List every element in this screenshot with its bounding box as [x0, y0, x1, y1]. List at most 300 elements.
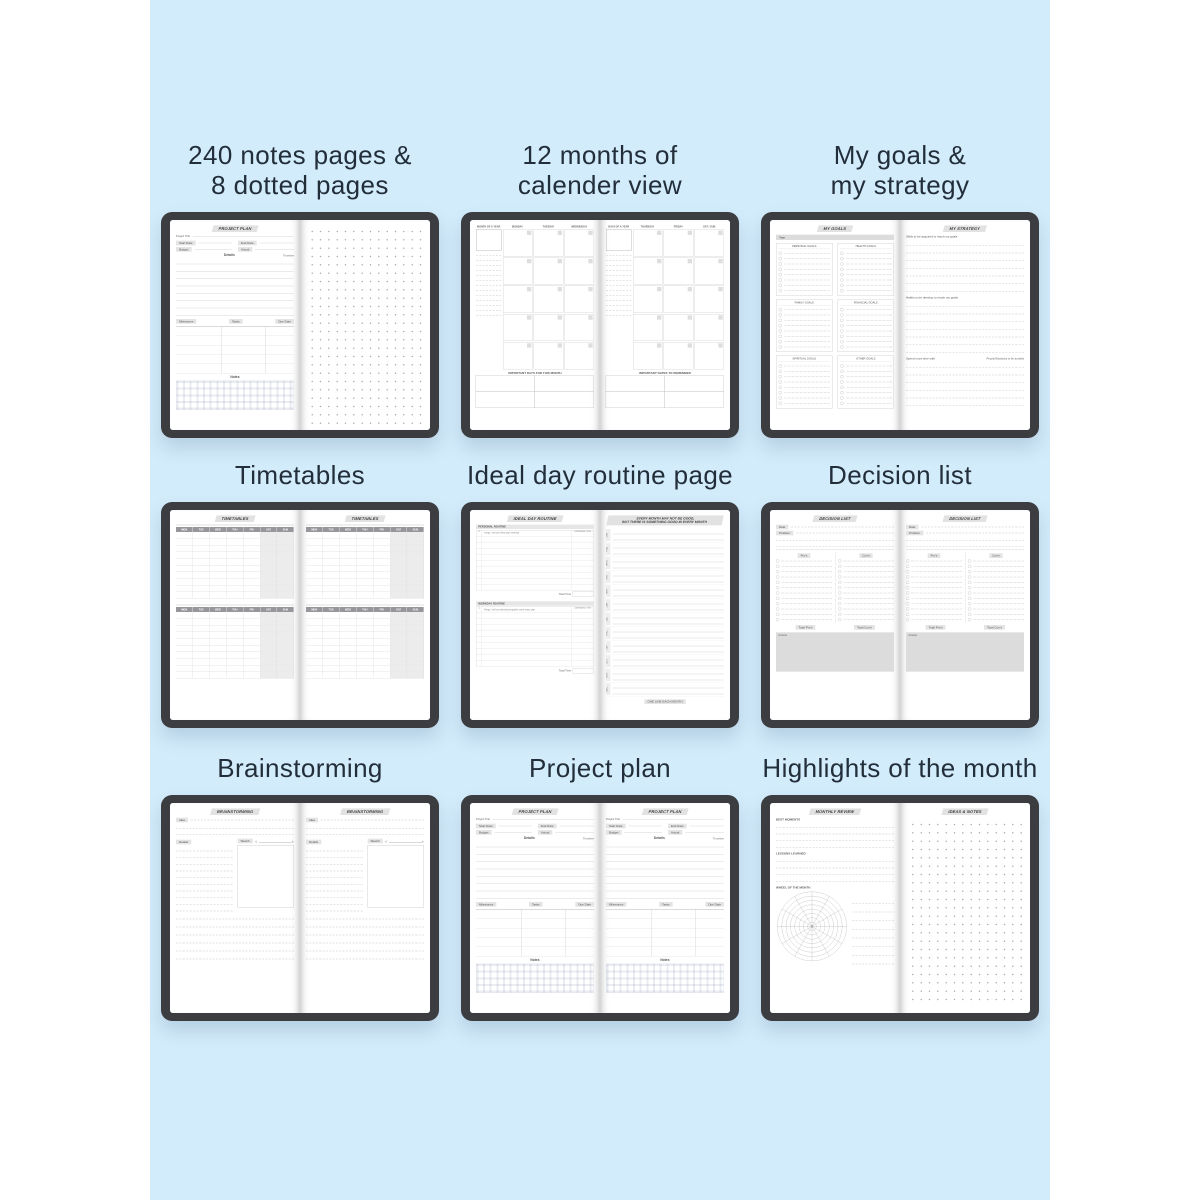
timetable-cell: [243, 625, 260, 631]
ruled-line: [906, 546, 1024, 547]
timetable-cell: [340, 639, 357, 645]
timetable-cell: [390, 652, 407, 658]
checkbox-circle: [779, 313, 782, 316]
dotted-line: [784, 376, 829, 377]
timetable-cell: [407, 532, 424, 538]
timetable-cell: [357, 552, 374, 558]
timetable-row: [176, 565, 294, 572]
day-header: THU: [227, 527, 244, 532]
caption-line: 12 months of: [522, 140, 678, 170]
date-square: [688, 315, 692, 319]
timetable-cell: [340, 665, 357, 671]
line: [921, 527, 1024, 528]
date-square: [588, 343, 592, 347]
ruled-line: [176, 315, 294, 316]
timetable-cell: [176, 565, 193, 571]
date-square: [588, 259, 592, 263]
day-cell: [534, 258, 564, 285]
num-cell: [476, 560, 482, 566]
avoid-prompt: People/Situations to be avoided: [986, 356, 1024, 360]
day-header: THU: [227, 607, 244, 612]
timetable-cell: [407, 665, 424, 671]
goal-box: [776, 299, 832, 352]
timetable-cell: [390, 559, 407, 565]
collage-cell: [150, 728, 450, 1021]
goal-box: [837, 299, 893, 352]
date-square: [588, 231, 592, 235]
month-line: [613, 568, 724, 569]
center-divider: [835, 552, 836, 622]
month-line: [613, 652, 724, 653]
sketch-chip: Sketch: [367, 839, 382, 844]
timetable-cell: [407, 585, 424, 591]
columns-chips: [176, 319, 294, 324]
ruled-line: [176, 935, 294, 936]
field-chip: Budget: [476, 830, 492, 835]
timetable-cell: [210, 592, 227, 598]
caption-line: 8 dotted pages: [211, 170, 389, 200]
date-chip: Date: [776, 525, 788, 530]
ruled-line: [906, 291, 1024, 292]
dotted-line: [912, 603, 962, 604]
sketch-chip: Sketch: [237, 839, 252, 844]
timetable-cell: [373, 579, 390, 585]
time-cell: [571, 613, 593, 619]
checkbox-circle: [779, 252, 782, 255]
timetable-cell: [306, 532, 323, 538]
dotted-line: [784, 341, 829, 342]
date-grid: [176, 241, 294, 252]
checkbox-circle: [779, 268, 782, 271]
date-square: [688, 231, 692, 235]
date-square: [718, 287, 722, 291]
ruled-line: [776, 546, 894, 547]
page-title: [776, 515, 894, 522]
ruled-line: [906, 337, 1024, 338]
list-row: [906, 617, 962, 622]
month-line: [613, 638, 724, 639]
ruled-line: [176, 278, 294, 279]
date-square: [718, 259, 722, 263]
day-cell: [534, 314, 564, 341]
spend-time-prompt: Spend more time with: [905, 356, 936, 360]
ruled-line: [476, 854, 594, 855]
ruled-line: [906, 540, 1024, 541]
line: [559, 826, 594, 827]
date-square: [657, 259, 661, 263]
page-title-chip: TIMETABLES: [215, 515, 256, 522]
table-row: [606, 928, 724, 937]
cell-caption: [518, 142, 682, 200]
ruled-line: [176, 911, 232, 912]
page-content: [300, 510, 430, 720]
month-line: [613, 582, 724, 583]
cell-caption: [831, 142, 970, 200]
checkbox-circle: [968, 613, 971, 616]
checkbox-circle: [968, 570, 971, 573]
sketch-box: [237, 845, 293, 908]
timetable-cell: [176, 559, 193, 565]
line: [255, 249, 294, 250]
timetable-row: [176, 572, 294, 579]
ruled-line: [476, 861, 594, 862]
time-cell: [571, 637, 593, 643]
sidebar-line: [606, 285, 631, 286]
dotted-line: [974, 571, 1024, 572]
timetable-cell: [227, 565, 244, 571]
checkbox-circle: [779, 324, 782, 327]
sidebar-line: [606, 280, 631, 281]
day-header: SAT: [390, 607, 407, 612]
timetable-cell: [277, 592, 294, 598]
total-row: [476, 668, 594, 673]
line: [623, 819, 724, 820]
timetable-cell: [210, 659, 227, 665]
page-title-chip: BRAINSTORMING: [210, 808, 260, 815]
timetable-cell: [277, 652, 294, 658]
collage-cell: [750, 142, 1050, 435]
timetable-cell: [277, 645, 294, 651]
month-row: [606, 612, 724, 626]
ruled-line: [306, 877, 362, 878]
checkbox-circle: [906, 591, 909, 594]
ruled-line: [606, 891, 724, 892]
timetable-cell: [323, 559, 340, 565]
list-column: [838, 552, 894, 622]
timetable-cell: [260, 539, 277, 545]
timetable-row: [306, 565, 424, 572]
dotted-line: [846, 315, 891, 316]
field-row: [606, 830, 662, 835]
timetable-cell: [407, 552, 424, 558]
details-row: [176, 253, 294, 257]
month-lines: [613, 528, 724, 542]
date-square: [688, 259, 692, 263]
timetable-cell: [373, 545, 390, 551]
timetable-cell: [227, 579, 244, 585]
timetable-cell: [193, 545, 210, 551]
ruled-line: [906, 283, 1024, 284]
date-square: [657, 287, 661, 291]
timetable-cell: [243, 659, 260, 665]
sidebar-line: [476, 280, 501, 281]
ruled-line: [776, 881, 894, 882]
details-column: [176, 839, 232, 912]
collage-cell: [450, 435, 750, 728]
sidebar-line: [476, 265, 501, 266]
ruled-line: [476, 847, 594, 848]
timetable-cell: [306, 545, 323, 551]
timetable-row: [306, 625, 424, 632]
line: [555, 832, 594, 833]
line: [628, 826, 662, 827]
timetable-cell: [176, 639, 193, 645]
field-chip: Start Date: [176, 241, 196, 246]
notebook-page-right: [900, 510, 1030, 720]
timetable-cell: [260, 625, 277, 631]
dotted-line: [912, 577, 962, 578]
field-chip: Budget: [606, 830, 622, 835]
day-cell: [564, 286, 594, 313]
month-label: JUN: [606, 599, 610, 611]
day-cell: [503, 342, 533, 369]
checkbox-circle: [776, 591, 779, 594]
sidebar-line: [606, 295, 631, 296]
notebook-pages: [470, 510, 730, 720]
cell-caption: [529, 728, 671, 783]
timetable-cell: [373, 572, 390, 578]
column-chip: Due Date: [705, 902, 724, 907]
checkbox-circle: [840, 273, 843, 276]
timetable-cell: [373, 585, 390, 591]
cell-caption: [467, 435, 733, 490]
checkbox-circle: [906, 607, 909, 610]
timetable-cell: [210, 585, 227, 591]
checkbox-circle: [840, 364, 843, 367]
dotted-line: [846, 274, 891, 275]
num-cell: [476, 578, 482, 584]
notebook-pages: [470, 803, 730, 1013]
cell-caption: [235, 435, 365, 490]
caption-line: Timetables: [234, 460, 366, 490]
timetable-row: [306, 572, 424, 579]
total-cell: [776, 624, 835, 630]
num-cell: [476, 566, 482, 572]
time-cell: [571, 619, 593, 625]
ruled-line: [306, 927, 424, 928]
ruled-line: [306, 897, 362, 898]
dotted-line: [846, 269, 891, 270]
field-row: [476, 830, 532, 835]
date-chip: Date: [906, 525, 918, 530]
checkbox-circle: [840, 313, 843, 316]
timetable-cell: [390, 565, 407, 571]
goal-box-title: PERSONAL GOALS: [779, 245, 830, 249]
sketch-column: [367, 839, 423, 912]
time-cell: [571, 584, 593, 590]
timetable-row: [176, 592, 294, 599]
timetable-cell: [243, 552, 260, 558]
timetable-cell: [357, 619, 374, 625]
notes-grid-area: [176, 381, 294, 410]
month-lines: [613, 570, 724, 584]
ruled-line: [176, 897, 232, 898]
timetable-row: [176, 672, 294, 679]
month-line: [613, 632, 724, 633]
timetable-cell: [193, 645, 210, 651]
ruled-line: [776, 827, 894, 828]
timetable-cell: [407, 612, 424, 618]
column-chip: Tasks: [659, 902, 673, 907]
day-cell: [564, 342, 594, 369]
column-chip: Milestones: [476, 902, 496, 907]
timetable-cell: [357, 659, 374, 665]
checkbox-circle: [776, 575, 779, 578]
num-cell: [476, 554, 482, 560]
notes-grid-area: [476, 964, 594, 993]
dotted-line: [782, 566, 832, 567]
day-header: THU: [357, 527, 374, 532]
table-row: [176, 345, 294, 354]
timetable: [306, 525, 424, 599]
dotted-line: [784, 403, 829, 404]
notes-sidebar: [606, 229, 631, 369]
day-cell: [633, 258, 663, 285]
total-label: Total Time: [558, 592, 571, 596]
timetable-cell: [340, 632, 357, 638]
dotted-line: [784, 387, 829, 388]
timetable-row: [176, 585, 294, 592]
checkbox-circle: [779, 386, 782, 389]
timetable-cell: [277, 632, 294, 638]
timetable-cell: [227, 645, 244, 651]
ruled-line: [306, 943, 424, 944]
list-row: [968, 617, 1024, 622]
checkbox-circle: [840, 345, 843, 348]
timetable-cell: [277, 539, 294, 545]
checkbox-circle: [779, 284, 782, 287]
timetable-cell: [260, 619, 277, 625]
timetable-cell: [407, 619, 424, 625]
list-row: [776, 617, 832, 622]
caption-line: Decision list: [828, 460, 972, 490]
timetable-cell: [306, 552, 323, 558]
checkbox-circle: [838, 565, 841, 568]
dotted-line: [912, 566, 962, 567]
timetable-cell: [390, 612, 407, 618]
timetable-cell: [210, 552, 227, 558]
day-grid: [503, 229, 594, 369]
timetable-cell: [357, 532, 374, 538]
ruled-line: [476, 891, 594, 892]
page-title: [306, 515, 424, 522]
day-header: WED: [210, 527, 227, 532]
checkbox-circle: [968, 591, 971, 594]
ruled-line: [606, 883, 724, 884]
collage-cell: [150, 142, 450, 435]
notebook-page-left: [770, 510, 900, 720]
dotted-line: [784, 371, 829, 372]
dotted-line: [912, 598, 962, 599]
dotted-line: [846, 290, 891, 291]
dotted-line: [846, 376, 891, 377]
dotted-line: [846, 253, 891, 254]
notebook-page-left: [470, 803, 600, 1013]
dotted-line: [974, 614, 1024, 615]
timetable-cell: [390, 665, 407, 671]
best-moments-label: BEST MOMENTS: [775, 817, 801, 821]
checkbox-circle: [779, 262, 782, 265]
page-content: [770, 510, 900, 720]
idea-chip: Idea: [306, 818, 318, 823]
timetable-cell: [306, 585, 323, 591]
checkbox-circle: [906, 602, 909, 605]
timetable-cell: [306, 572, 323, 578]
ruled-line: [306, 891, 362, 892]
sidebar-line: [476, 275, 501, 276]
goals-grid: [776, 243, 894, 408]
collage-grid: [150, 0, 1050, 1021]
timetable-cell: [193, 532, 210, 538]
dotted-line: [974, 603, 1024, 604]
checkbox-circle: [776, 559, 779, 562]
ruled-line: [776, 861, 894, 862]
timetable-cell: [243, 619, 260, 625]
caption-line: Brainstorming: [217, 753, 383, 783]
timetable-cell: [260, 565, 277, 571]
field-chip: Start Date: [606, 824, 626, 829]
table-topline: [306, 605, 424, 606]
dotted-line: [846, 285, 891, 286]
goal-row: [779, 344, 830, 349]
date-square: [558, 315, 562, 319]
ruled-line: [176, 959, 294, 960]
month-line: [613, 548, 724, 549]
footer-box: [476, 392, 535, 408]
footer-box: [535, 376, 594, 392]
caption-line: Ideal day routine page: [466, 460, 734, 490]
notebook-page-right: [300, 220, 430, 430]
arrow-right-icon: [292, 840, 294, 843]
timetable-cell: [277, 559, 294, 565]
timetable-cell: [227, 625, 244, 631]
timeline-label: Timeline: [282, 253, 294, 257]
sketch-box: [367, 845, 423, 908]
dotted-line: [974, 561, 1024, 562]
calendar-header: [606, 225, 724, 228]
ruled-line: [906, 375, 1024, 376]
cell-caption: [828, 435, 972, 490]
timetable-cell: [407, 625, 424, 631]
timetable-cell: [340, 532, 357, 538]
ruled-line: [852, 964, 894, 965]
dotted-line: [844, 566, 894, 567]
dotted-line: [844, 598, 894, 599]
num-cell: [476, 661, 482, 667]
caption-line: 240 notes pages &: [188, 140, 412, 170]
ruled-line: [906, 314, 1024, 315]
timetable-cell: [193, 565, 210, 571]
notebook-mockup: [761, 795, 1039, 1021]
dotted-line: [782, 582, 832, 583]
collage-cell: [450, 142, 750, 435]
totals-row: [776, 624, 894, 630]
timetable-cell: [210, 612, 227, 618]
dotted-line: [784, 392, 829, 393]
timetable-cell: [357, 545, 374, 551]
line: [494, 832, 532, 833]
field-chip: Budget: [176, 247, 192, 252]
timetable-cell: [357, 639, 374, 645]
timetable-cell: [373, 532, 390, 538]
timetable-row: [176, 619, 294, 626]
checkbox-circle: [840, 319, 843, 322]
timetable-cell: [373, 539, 390, 545]
checkbox-circle: [779, 340, 782, 343]
ruled-line: [176, 293, 294, 294]
notebook-pages: [770, 803, 1030, 1013]
timetable-cell: [227, 552, 244, 558]
timetable-cell: [323, 639, 340, 645]
caption-line: Project plan: [528, 753, 672, 783]
dotted-line: [844, 582, 894, 583]
num-cell: [476, 625, 482, 631]
timetable-cell: [210, 619, 227, 625]
list-row: [838, 617, 894, 622]
checkbox-circle: [840, 340, 843, 343]
calendar-body: [606, 229, 724, 369]
month-label: MAR: [606, 557, 610, 569]
